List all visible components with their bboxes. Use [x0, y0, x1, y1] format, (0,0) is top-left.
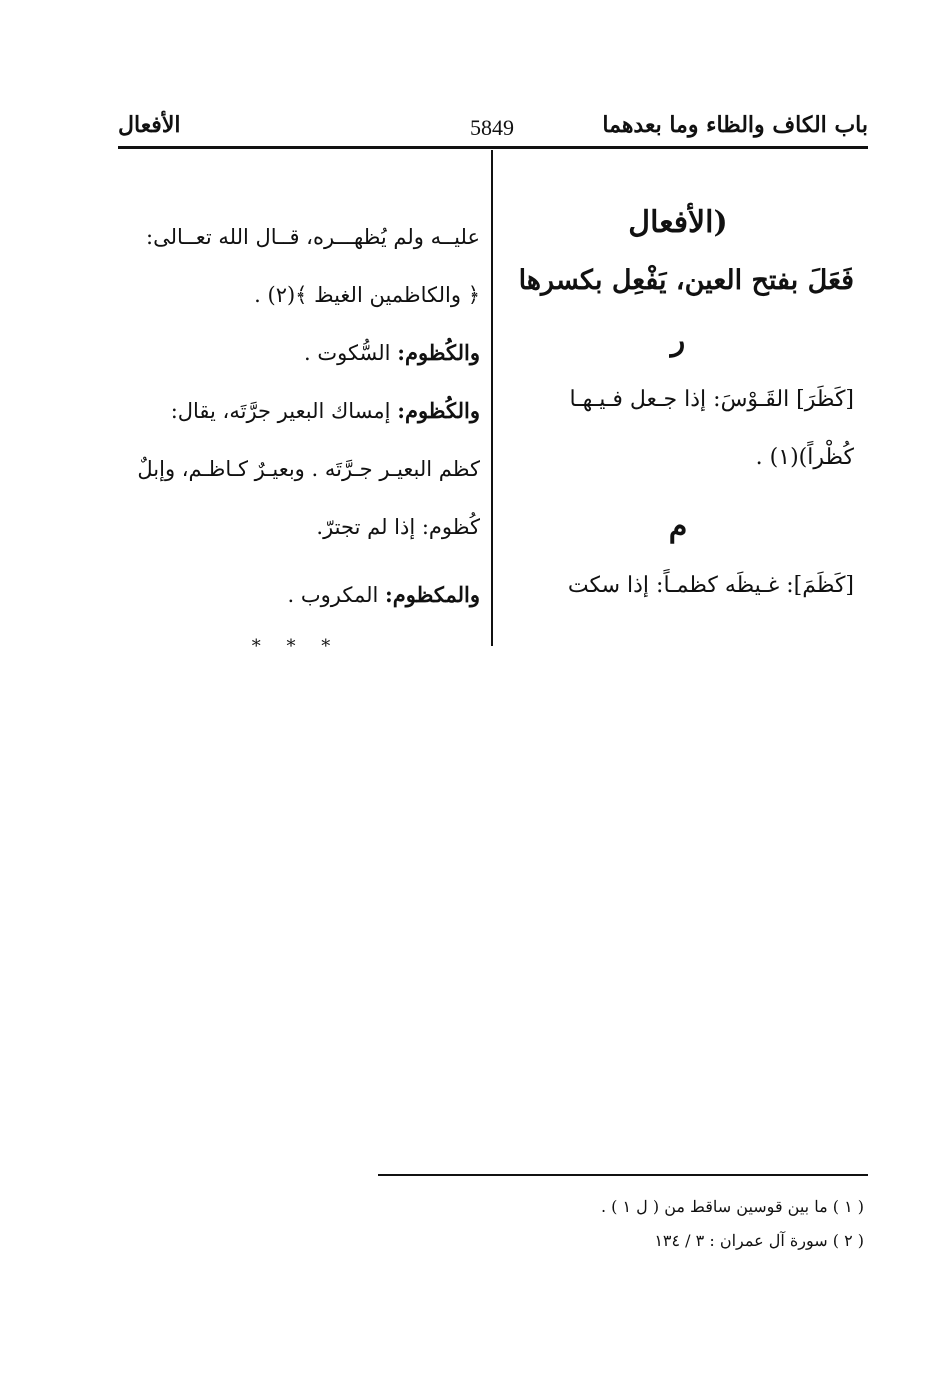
left-column [112, 208, 480, 670]
running-head-section: الأفعال [118, 112, 181, 138]
quran-quote: ﴿ والكاظمين الغيظ ﴾(٢) . [254, 283, 480, 307]
text-line-5: كظم البعيـر جـرَّتَه . وبعيـرٌ كـاظـم، وإبلٌ [137, 457, 480, 481]
section-end-asterisks: * * * [251, 636, 341, 657]
section-title: (الأفعال [628, 205, 728, 240]
entry-kazara-line1: [كَظَرَ] القَـوْسَ: إذا جـعل فـيـهـا [569, 387, 854, 412]
page-number: 5849 [470, 115, 514, 140]
headword: والكُظوم: [397, 398, 480, 423]
headword: والكُظوم: [397, 340, 480, 365]
header-rule [118, 146, 868, 149]
headword: والمكظوم: [385, 582, 480, 607]
text-line-6: كُظوم: إذا لم تجترّ. [316, 515, 480, 539]
letter-heading-m: م [668, 509, 688, 544]
definition-text: المكروب . [287, 583, 386, 607]
footnotes [394, 1190, 864, 1258]
definition-text: إمساك البعير جرَّتَه، يقال: [170, 399, 398, 423]
definition-text: السُّكوت . [303, 341, 398, 365]
definition-kuzum-2 [112, 382, 480, 440]
footnote-2: ( ٢ ) سورة آل عمران : ٣ / ١٣٤ [654, 1231, 864, 1250]
letter-heading-r: ر [670, 323, 686, 358]
definition-kuzum-1 [112, 324, 480, 382]
column-divider [491, 150, 493, 646]
right-column [502, 195, 854, 615]
section-subtitle: فَعَلَ بفتح العين، يَفْعِل بكسرها [518, 265, 854, 296]
entry-kazama-line1: [كَظَمَ]: غـيظَه كظمـاً: إذا سكت [567, 573, 854, 598]
footnote-1: ( ١ ) ما بين قوسين ساقط من ( ل ١ ) . [601, 1197, 864, 1216]
running-head-chapter: باب الكاف والظاء وما بعدهما [602, 112, 868, 138]
entry-kazara-line2: كُظْراً)(١) . [755, 445, 854, 470]
definition-makzum [112, 566, 480, 624]
text-line-1: عليــه ولم يُظهـــره، قــال الله تعــالى: [146, 225, 480, 249]
footnote-rule [378, 1174, 868, 1176]
